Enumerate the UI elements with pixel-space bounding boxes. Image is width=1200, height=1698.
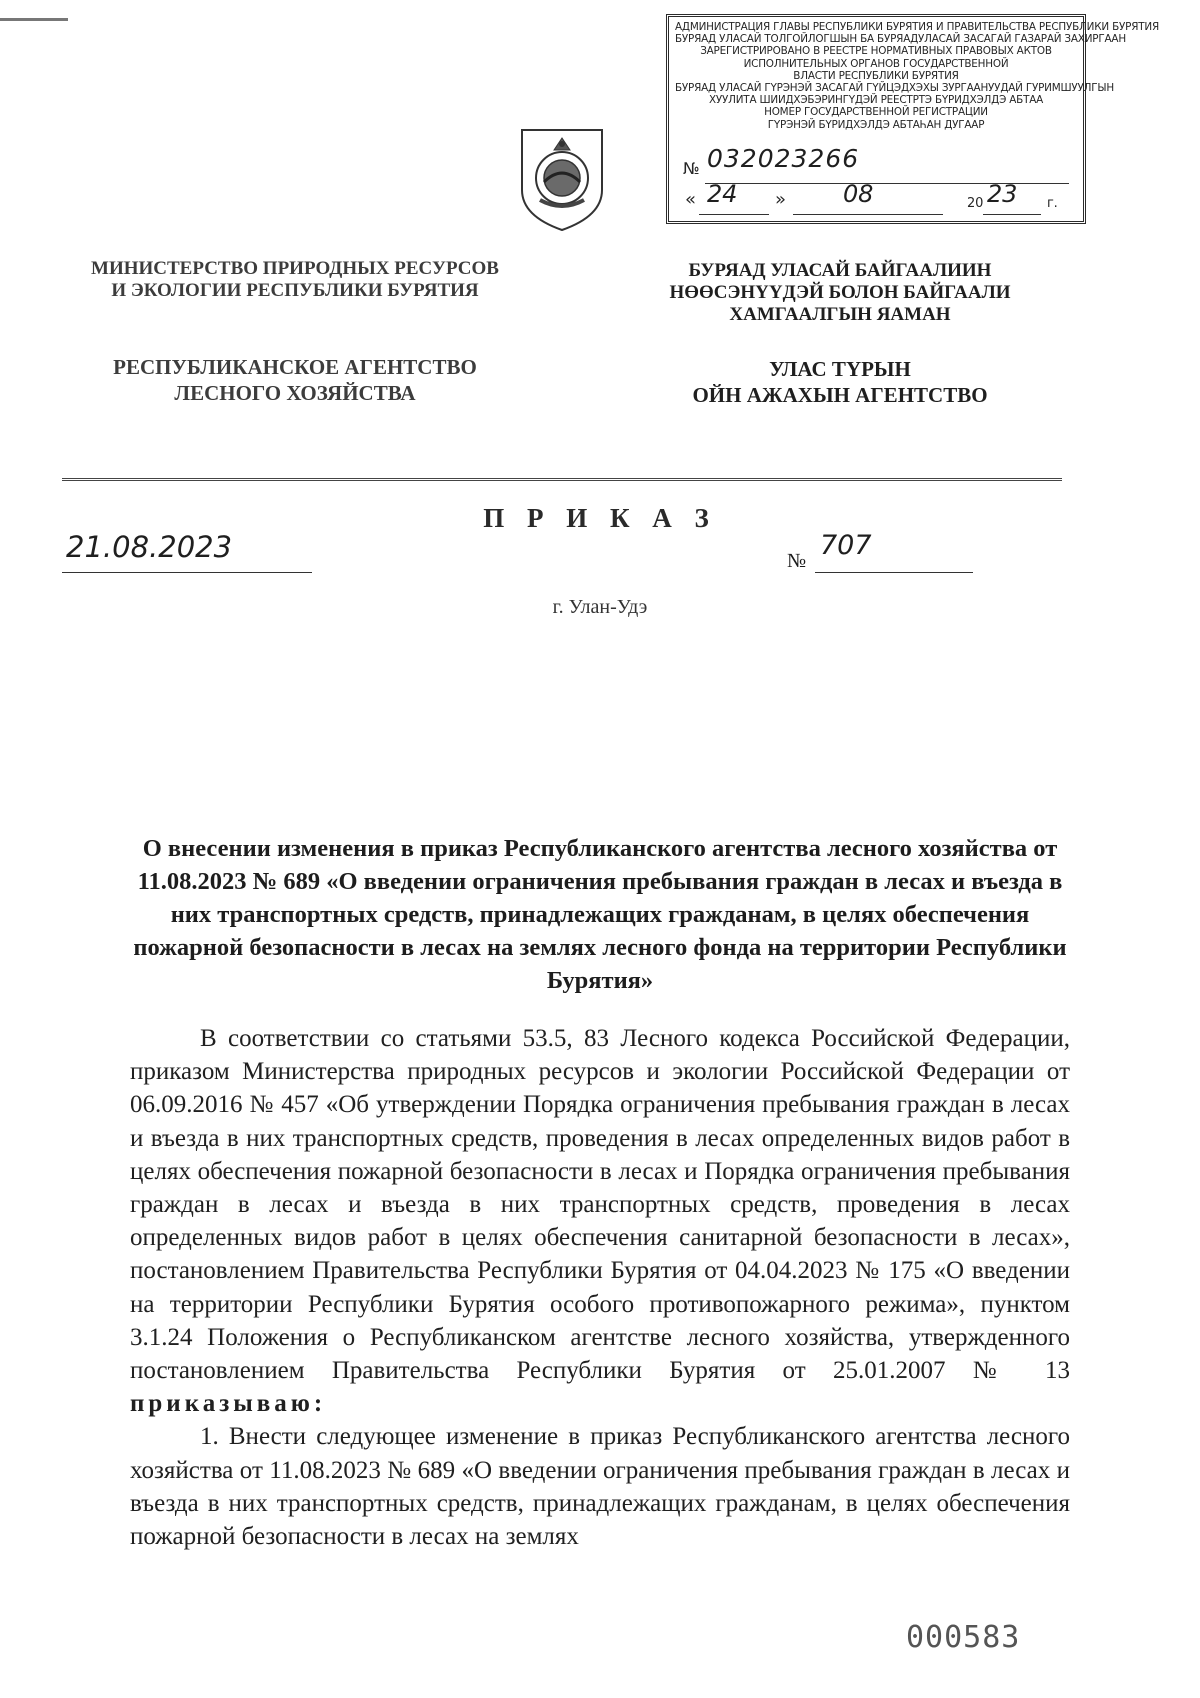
stamp-line: ИСПОЛНИТЕЛЬНЫХ ОРГАНОВ ГОСУДАРСТВЕННОЙ [743, 57, 1009, 70]
stamp-day: 24 [707, 180, 738, 208]
stamp-line: НОМЕР ГОСУДАРСТВЕННОЙ РЕГИСТРАЦИИ [764, 106, 988, 119]
stamp-line: ЗАРЕГИСТРИРОВАНО В РЕЕСТРЕ НОРМАТИВНЫХ ПРАВОВЫХ АКТОВ [700, 45, 1052, 58]
coat-of-arms-icon [514, 120, 610, 232]
stamp-year-mark: г. [1047, 196, 1058, 211]
order-number: 707 [820, 530, 872, 561]
scan-edge-mark [0, 18, 68, 21]
order-date: 21.08.2023 [66, 530, 233, 564]
stamp-line: ХУУЛИТА ШИИДХЭБЭРИНГҮДЭЙ РЕЕСТРТЭ БҮРИДХЭЛДЭ АБТАА [708, 94, 1044, 107]
stamp-registration-number: 032023266 [707, 144, 860, 173]
stamp-line: ГҮРЭНЭЙ БҮРИДХЭЛДЭ АБТАҺАН ДУГААР [767, 118, 985, 131]
stamp-line: БУРЯАД УЛАСАЙ ТОЛГОЙЛОГШЫН БА БУРЯАДУЛАСАЙ ЗАСАГАЙ ГАЗАРАЙ ЗАХИРГААН [675, 33, 1126, 46]
order-subject: О внесении изменения в приказ Республиканского агентства лесного хозяйства от 11.08.2023 № 689 «О введении ограничения пребывания граждан в лесах и въезда в них транспортных средств, принадлежащих гражданам, в целях обеспечения пожарной безопасности в лесах на землях лесного фонда на территории Республики Бурятия» [133, 835, 1067, 994]
stamp-line: ВЛАСТИ РЕСПУБЛИКИ БУРЯТИЯ [793, 69, 959, 82]
body-paragraph: В соответствии со статьями 53.5, 83 Лесного кодекса Российской Федерации, приказом Министерства природных ресурсов и экологии Российской Федерации от 06.09.2016 № 457 «Об утверждении Порядка ограничения пребывания граждан в лесах и въезда в них транспортных средств, проведения в лесах определенных видов работ в целях обеспечения пожарной безопасности в лесах и Порядка ограничения пребывания граждан в лесах и въезда в них транспортных средств, проведения в лесах определенных видов работ в целях обеспечения санитарной безопасности в лесах», постановлением Правительства Республики Бурятия от 04.04.2023 № 175 «О введении на территории Республики Бурятия особого противопожарного режима», пунктом 3.1.24 Положения о Республиканском агентстве лесного хозяйства, утвержденного постановлением Правительства Республики Бурятия от 25.01.2007 № 13 приказываю: [130, 1025, 1070, 1418]
document-title: П Р И К А З [483, 503, 717, 533]
stamp-month: 08 [843, 180, 874, 208]
stamp-year-prefix: 20 [967, 196, 984, 211]
registration-stamp [666, 14, 1159, 224]
order-keyword: приказываю: [130, 1390, 327, 1418]
city-name: г. Улан-Удэ [552, 596, 648, 618]
stamp-line: БУРЯАД УЛАСАЙ ГҮРЭНЭЙ ЗАСАГАЙ ГҮЙЦЭДХЭХЫ ЗУРГААНУУДАЙ ГУРИМШУУЛГЫН [675, 82, 1114, 95]
stamp-date-row: « 24 » 08 20 23 г. [683, 192, 1073, 220]
header-divider [62, 478, 1062, 481]
agency-name-bua: УЛАС ТҮРЫН ОЙН АЖАХЫН АГЕНТСТВО [692, 357, 988, 407]
stamp-number-prefix: № [683, 159, 700, 178]
order-number-label: № [787, 550, 807, 572]
page-code: 000583 [906, 1620, 1021, 1655]
order-body [130, 1022, 1070, 1553]
ministry-name-bua: БУРЯАД УЛАСАЙ БАЙГААЛИИН НӨӨСЭНҮҮДЭЙ БОЛОН БАЙГААЛИ ХАМГААЛГЫН ЯАМАН [669, 260, 1011, 325]
agency-name-ru: РЕСПУБЛИКАНСКОЕ АГЕНТСТВО ЛЕСНОГО ХОЗЯЙСТВА [113, 355, 477, 405]
stamp-year: 23 [987, 180, 1018, 208]
body-paragraph: 1. Внести следующее изменение в приказ Республиканского агентства лесного хозяйства от 11.08.2023 № 689 «О введении ограничения пребывания граждан в лесах и въезда в них транспортных средств, принадлежащих гражданам, в целях обеспечения пожарной безопасности в лесах на землях [130, 1423, 1070, 1551]
stamp-line: АДМИНИСТРАЦИЯ ГЛАВЫ РЕСПУБЛИКИ БУРЯТИЯ И ПРАВИТЕЛЬСТВА РЕСПУБЛИКИ БУРЯТИЯ [675, 21, 1159, 33]
ministry-name-ru: МИНИСТЕРСТВО ПРИРОДНЫХ РЕСУРСОВ И ЭКОЛОГИИ РЕСПУБЛИКИ БУРЯТИЯ [91, 258, 499, 301]
